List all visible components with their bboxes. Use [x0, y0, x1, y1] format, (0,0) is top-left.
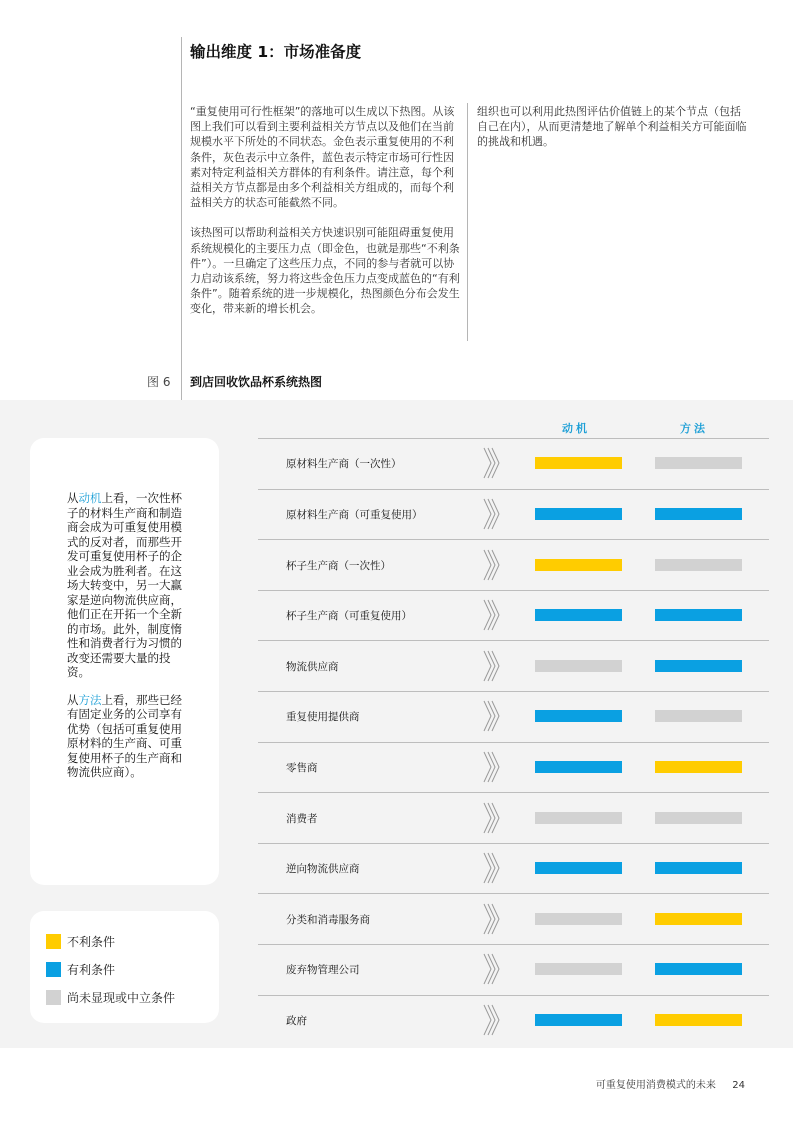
- stakeholder-label: 原材料生产商（可重复使用）: [286, 508, 423, 521]
- row-divider: [258, 995, 769, 996]
- method-status-bar: [655, 710, 742, 722]
- method-status-bar: [655, 660, 742, 672]
- row-divider: [258, 742, 769, 743]
- method-status-bar: [655, 913, 742, 925]
- chevron-icon: [482, 548, 500, 582]
- row-divider: [258, 438, 769, 439]
- motivation-status-bar: [535, 913, 622, 925]
- legend-swatch-gold: [46, 934, 61, 949]
- stakeholder-label: 杯子生产商（一次性）: [286, 559, 391, 572]
- chevron-icon: [482, 598, 500, 632]
- motivation-status-bar: [535, 559, 622, 571]
- stakeholder-label: 分类和消毒服务商: [286, 913, 370, 926]
- legend-swatch-blue: [46, 962, 61, 977]
- stakeholder-label: 杯子生产商（可重复使用）: [286, 610, 412, 623]
- row-divider: [258, 640, 769, 641]
- method-status-bar: [655, 1014, 742, 1026]
- row-divider: [258, 843, 769, 844]
- legend-item-favorable: [46, 962, 115, 977]
- method-status-bar: [655, 761, 742, 773]
- chevron-icon: [482, 1003, 500, 1037]
- intro-paragraph-1: “重复使用可行性框架”的落地可以生成以下热图。从该图上我们可以看到主要利益相关方节点以及他们在当前规模水平下所处的不同状态。金色表示重复使用的不利条件，灰色表示中立条件，蓝色表示特定市场可行性因素对特定利益相关方群体的有利条件。请注意，每个利益相关方节点都是由多个利益相关方组成的，而每个利益相关方的状态可能截然不同。: [190, 105, 455, 210]
- legend-label: 不利条件: [67, 935, 116, 949]
- stakeholder-label: 逆向物流供应商: [286, 863, 360, 876]
- footer-title: 可重复使用消费模式的未来: [595, 1080, 716, 1091]
- page-footer: [596, 1076, 745, 1091]
- motivation-status-bar: [535, 1014, 622, 1026]
- row-divider: [258, 489, 769, 490]
- legend-item-unfavorable: [46, 934, 115, 949]
- legend-label: 有利条件: [67, 963, 116, 977]
- stakeholder-label: 重复使用提供商: [286, 711, 360, 724]
- row-divider: [258, 539, 769, 540]
- row-divider: [258, 590, 769, 591]
- chevron-icon: [482, 446, 500, 480]
- chevron-icon: [482, 649, 500, 683]
- motivation-status-bar: [535, 963, 622, 975]
- commentary-paragraph-method: 从方法上看，那些已经有固定业务的公司享有优势（包括可重复使用原材料的生产商、可重复使用杯子的生产商和物流供应商）。: [67, 692, 182, 779]
- figure-title: 到店回收饮品杯系统热图: [190, 375, 323, 389]
- keyword-motivation: 动机: [78, 491, 102, 505]
- stakeholder-label: 废弃物管理公司: [286, 964, 360, 977]
- chevron-icon: [482, 750, 500, 784]
- motivation-status-bar: [535, 710, 622, 722]
- motivation-status-bar: [535, 761, 622, 773]
- motivation-status-bar: [535, 508, 622, 520]
- row-divider: [258, 944, 769, 945]
- chevron-icon: [482, 902, 500, 936]
- stakeholder-label: 消费者: [286, 812, 318, 825]
- method-status-bar: [655, 609, 742, 621]
- chevron-icon: [482, 851, 500, 885]
- chevron-icon: [482, 699, 500, 733]
- row-divider: [258, 893, 769, 894]
- column-header-method: 方法: [680, 422, 708, 435]
- stakeholder-label: 物流供应商: [286, 660, 339, 673]
- chevron-icon: [482, 952, 500, 986]
- legend-item-neutral: [46, 990, 175, 1005]
- motivation-status-bar: [535, 862, 622, 874]
- method-status-bar: [655, 963, 742, 975]
- figure-label: 图 6: [147, 375, 171, 389]
- intro-paragraph-2: 该热图可以帮助利益相关方快速识别可能阻碍重复使用系统规模化的主要压力点（即金色，也就是那些“不利条件”）。一旦确定了这些压力点，不同的参与者就可以协力启动该系统，努力将这些金色压力点变成蓝色的“有利条件”。随着系统的进一步规模化，热图颜色分布会发生变化，带来新的增长机会。: [190, 226, 460, 316]
- method-status-bar: [655, 457, 742, 469]
- method-status-bar: [655, 812, 742, 824]
- section-title: 输出维度 1：市场准备度: [190, 43, 362, 61]
- intro-column-1: [190, 104, 460, 332]
- commentary-paragraph-motivation: 从动机上看，一次性杯子的材料生产商和制造商会成为可重复使用模式的反对者，而那些开发可重复使用杯子的企业会成为胜利者。在这场大转变中，另一大赢家是逆向物流供应商，他们正在开拓一个全新的市场。此外，制度惰性和消费者行为习惯的改变还需要大量的投资。: [67, 491, 182, 679]
- legend-label: 尚未显现或中立条件: [67, 991, 176, 1005]
- commentary-text: [67, 491, 185, 793]
- intro-column-2: [477, 104, 749, 165]
- keyword-method: 方法: [78, 692, 102, 707]
- divider-line-middle: [467, 103, 468, 341]
- motivation-status-bar: [535, 660, 622, 672]
- chevron-icon: [482, 801, 500, 835]
- stakeholder-label: 零售商: [286, 761, 318, 774]
- column-header-motivation: 动机: [562, 422, 590, 435]
- stakeholder-label: 政府: [286, 1014, 307, 1027]
- method-status-bar: [655, 862, 742, 874]
- method-status-bar: [655, 508, 742, 520]
- intro-paragraph-3: 组织也可以利用此热图评估价值链上的某个节点（包括自己在内），从而更清楚地了解单个利益相关方可能面临的挑战和机遇。: [477, 105, 747, 149]
- legend-swatch-gray: [46, 990, 61, 1005]
- motivation-status-bar: [535, 457, 622, 469]
- row-divider: [258, 792, 769, 793]
- stakeholder-label: 原材料生产商（一次性）: [286, 458, 402, 471]
- motivation-status-bar: [535, 812, 622, 824]
- page-number: 24: [732, 1080, 745, 1091]
- divider-line-left: [181, 37, 182, 400]
- method-status-bar: [655, 559, 742, 571]
- row-divider: [258, 691, 769, 692]
- motivation-status-bar: [535, 609, 622, 621]
- chevron-icon: [482, 497, 500, 531]
